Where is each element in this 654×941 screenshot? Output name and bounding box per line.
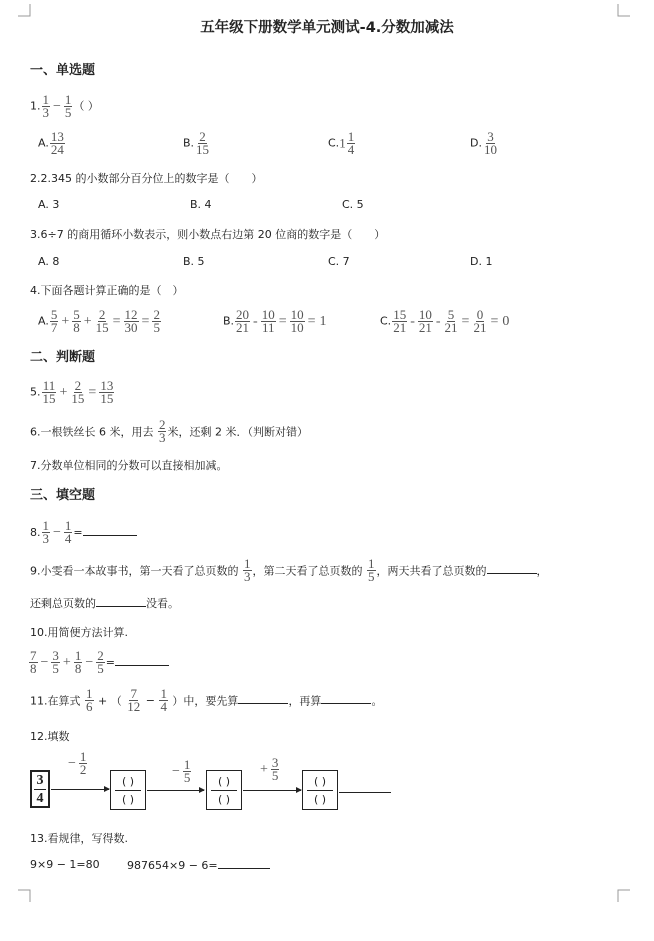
answer-blank[interactable]: [83, 525, 137, 536]
question-9: 9.小雯看一本故事书，第一天看了总页数的 $\frac{1}{3}$ ，第二天看了总页数的 $\frac{1}{5}$ ，两天共看了总页数的 ，: [30, 556, 548, 584]
fraction: $\frac{1}{5}$: [64, 92, 72, 120]
fraction: $\frac{1}{3}$: [42, 92, 49, 120]
option-b[interactable]: B. 5: [183, 255, 205, 268]
question-10-expression: $\frac{7}{8}$ − $\frac{3}{5}$ + $\frac{1}{8}$ − $\frac{2}{5}$ =: [28, 650, 169, 675]
answer-box-3[interactable]: ( ) ( ): [302, 770, 338, 810]
question-13: 13.看规律，写得数.: [30, 832, 128, 845]
option-c[interactable]: C. 7: [328, 255, 350, 268]
option-d[interactable]: D. $\frac{3}{10}$: [470, 129, 497, 157]
answer-blank[interactable]: [238, 693, 288, 704]
operator: −: [53, 98, 61, 114]
option-b[interactable]: B. 4: [190, 198, 212, 211]
question-12: 12.填数: [30, 730, 70, 743]
arrow-3: [243, 790, 301, 791]
section-heading-true-false: 二、判断题: [30, 350, 96, 365]
question-11: 11.在算式 $\frac{1}{6}$ + （ $\frac{7}{12}$ − $\frac{1}{4}$ ）中，要先算 ，再算 。: [30, 686, 383, 714]
question-3: 3.6÷7 的商用循环小数表示，则小数点右边第 20 位商的数字是（ ）: [30, 228, 386, 241]
answer-blank[interactable]: [218, 858, 270, 869]
answer-blank-line[interactable]: [339, 792, 391, 793]
option-c[interactable]: C. $\frac{15}{21}$ - $\frac{10}{21}$ - $\frac{5}{21}$ = $\frac{0}{21}$ = 0: [380, 307, 510, 335]
arrow-2: [147, 790, 204, 791]
step-2-label: − $\frac{1}{5}$: [172, 757, 191, 785]
answer-blank[interactable]: [487, 563, 537, 574]
question-6: 6.一根铁丝长 6 米，用去 $\frac{2}{3}$ 米，还剩 2 米．（判断对错）: [30, 417, 308, 445]
answer-paren: （ ）: [73, 99, 99, 113]
page-title: 五年级下册数学单元测试-4.分数加减法: [200, 20, 454, 36]
question-number: 1.: [30, 99, 41, 113]
section-heading-fill-in: 三、填空题: [30, 488, 96, 503]
option-a[interactable]: A. $\frac{5}{7}$ + $\frac{5}{8}$ + $\frac{2}{15}$ = $\frac{12}{30}$ = $\frac{2}{5}$: [38, 307, 160, 335]
option-a[interactable]: A. $\frac{13}{24}$: [38, 129, 64, 157]
option-c[interactable]: C. 5: [342, 198, 364, 211]
answer-blank[interactable]: [115, 655, 169, 666]
answer-box-2[interactable]: ( ) ( ): [206, 770, 242, 810]
answer-blank[interactable]: [96, 596, 146, 607]
section-heading-single-choice: 一、单选题: [30, 63, 96, 78]
option-b[interactable]: B. $\frac{20}{21}$ - $\frac{10}{11}$ = $\frac{10}{10}$ = 1: [223, 307, 327, 335]
pattern-example-1: 9×9 − 1=80: [30, 858, 100, 871]
answer-box-1[interactable]: ( ) ( ): [110, 770, 146, 810]
arrow-1: [51, 789, 109, 790]
option-c[interactable]: C.1 $\frac{1}{4}$: [328, 129, 355, 157]
step-1-label: − $\frac{1}{2}$: [68, 749, 87, 777]
corner-mark-bottom-right: [612, 884, 630, 902]
question-8: 8. $\frac{1}{3}$ − $\frac{1}{4}$ =: [30, 520, 137, 545]
start-value-box: 3 4: [30, 770, 50, 808]
question-2: 2.2.345 的小数部分百分位上的数字是（ ）: [30, 172, 263, 185]
answer-blank[interactable]: [321, 693, 371, 704]
question-1: [30, 94, 99, 119]
question-5: 5. $\frac{11}{15}$ + $\frac{2}{15}$ = $\frac{13}{15}$: [30, 378, 114, 406]
question-4: 4.下面各题计算正确的是（ ）: [30, 284, 184, 297]
question-10: 10.用简便方法计算.: [30, 626, 128, 639]
option-a[interactable]: A. 3: [38, 198, 60, 211]
question-7: 7.分数单位相同的分数可以直接相加减。: [30, 459, 228, 472]
option-a[interactable]: A. 8: [38, 255, 60, 268]
step-3-label: + $\frac{3}{5}$: [260, 755, 279, 783]
corner-mark-bottom-left: [18, 884, 36, 902]
question-9-line-2: 还剩总页数的 没看。: [30, 597, 179, 610]
pattern-example-2: 987654×9 − 6=: [127, 858, 270, 872]
option-d[interactable]: D. 1: [470, 255, 493, 268]
option-b[interactable]: B. $\frac{2}{15}$: [183, 129, 210, 157]
